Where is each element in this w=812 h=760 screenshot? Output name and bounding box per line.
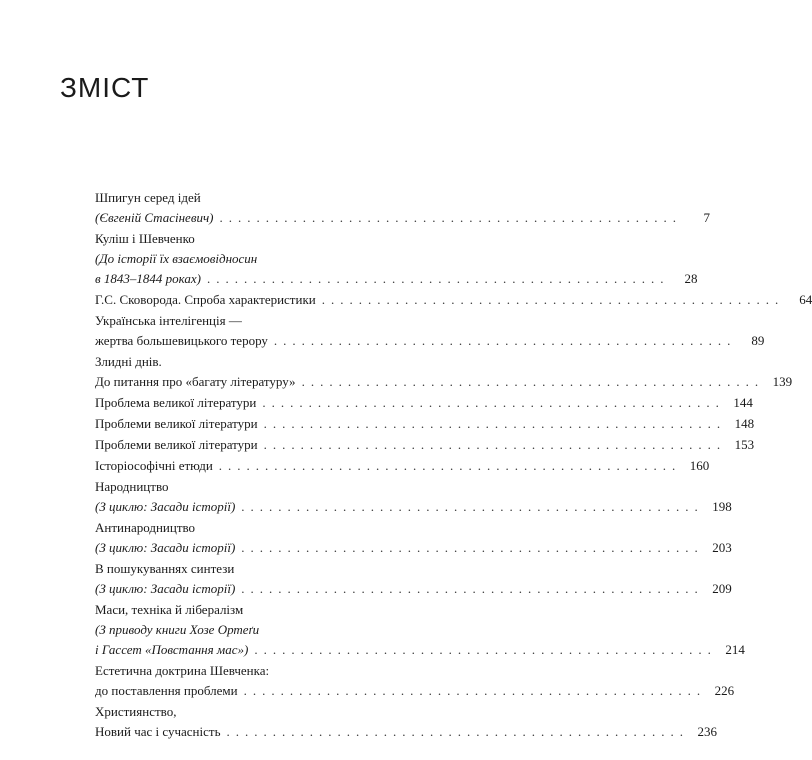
dot-leader: .................................................. bbox=[254, 642, 717, 657]
toc-line bbox=[95, 477, 373, 497]
toc-line bbox=[95, 579, 732, 599]
toc-line bbox=[95, 722, 718, 742]
toc-line bbox=[95, 208, 710, 228]
dot-leader: .................................................. bbox=[301, 374, 765, 389]
toc-entry-title: Куліш і Шевченко bbox=[95, 231, 195, 246]
dot-leader: .................................................. bbox=[241, 581, 704, 596]
dot-leader: .................................................. bbox=[263, 437, 727, 452]
toc-entry-title: (З циклю: Засади історії) bbox=[95, 499, 236, 514]
toc-line bbox=[95, 456, 710, 476]
toc-line bbox=[95, 229, 373, 249]
toc-line bbox=[95, 393, 753, 413]
toc-entry bbox=[95, 600, 745, 660]
dot-leader: .................................................. bbox=[219, 210, 682, 225]
toc-entry bbox=[95, 518, 732, 558]
dot-leader: .................................................. bbox=[273, 333, 737, 348]
toc-entry bbox=[95, 393, 753, 413]
toc-entry bbox=[95, 435, 755, 455]
toc-entry-title: Новий час і сучасність bbox=[95, 724, 221, 739]
toc-entry-title: жертва большевицького терору bbox=[95, 333, 268, 348]
page-number: 148 bbox=[734, 416, 755, 431]
dot-leader: .................................................. bbox=[241, 499, 704, 514]
toc-entry-title: В пошукуваннях синтези bbox=[95, 561, 235, 576]
toc-line bbox=[95, 620, 373, 640]
dot-leader: .................................................. bbox=[263, 416, 727, 431]
toc-line bbox=[95, 497, 732, 517]
toc-entry-title: Г.С. Сковорода. Спроба характеристики bbox=[95, 292, 316, 307]
page-number: 64 bbox=[799, 292, 812, 307]
toc-line bbox=[95, 311, 373, 331]
toc-line bbox=[95, 435, 755, 455]
page-number: 144 bbox=[733, 395, 753, 410]
page-number: 236 bbox=[697, 724, 718, 739]
toc-line bbox=[95, 249, 373, 269]
toc-line bbox=[95, 600, 373, 620]
toc-entry bbox=[95, 311, 765, 351]
toc-line bbox=[95, 681, 735, 701]
toc-line bbox=[95, 352, 373, 372]
toc-entry-title: Естетична доктрина Шевченка: bbox=[95, 663, 270, 678]
toc-entry bbox=[95, 352, 793, 392]
toc-entry-title: (З циклю: Засади історії) bbox=[95, 540, 236, 555]
toc-entry bbox=[95, 661, 735, 701]
page-number: 28 bbox=[684, 271, 698, 286]
toc-entry-title: і Гассет «Повстання мас») bbox=[95, 642, 249, 657]
page-number: 209 bbox=[712, 581, 732, 596]
toc-entry-title: (З циклю: Засади історії) bbox=[95, 581, 236, 596]
toc-entry-title: До питання про «багату літературу» bbox=[95, 374, 296, 389]
toc-entry bbox=[95, 702, 718, 742]
toc-entry-title: Проблеми великої літератури bbox=[95, 437, 258, 452]
page-number: 139 bbox=[772, 374, 793, 389]
toc-entry-title: Народництво bbox=[95, 479, 169, 494]
page-number: 153 bbox=[734, 437, 755, 452]
toc-entry bbox=[95, 456, 710, 476]
toc-entry-title: Українська інтелігенція — bbox=[95, 313, 242, 328]
toc-line bbox=[95, 702, 373, 722]
toc-entry bbox=[95, 229, 698, 289]
dot-leader: .................................................. bbox=[321, 292, 785, 307]
toc-line bbox=[95, 414, 755, 434]
toc-line bbox=[95, 518, 373, 538]
toc-entry-title: Історіософічні етюди bbox=[95, 458, 213, 473]
toc-entry bbox=[95, 477, 732, 517]
toc-entry-title: (З приводу книги Хозе Ортеґи bbox=[95, 622, 260, 637]
toc-line bbox=[95, 559, 373, 579]
toc-entry-title: до поставлення проблеми bbox=[95, 683, 238, 698]
toc-entry-title: Проблеми великої літератури bbox=[95, 416, 258, 431]
toc-line bbox=[95, 372, 793, 392]
toc-line bbox=[95, 538, 732, 558]
page-number: 198 bbox=[712, 499, 732, 514]
page-number: 226 bbox=[714, 683, 735, 698]
page-number: 214 bbox=[725, 642, 745, 657]
toc-entry bbox=[95, 559, 732, 599]
page-number: 203 bbox=[712, 540, 732, 555]
page-number: 160 bbox=[689, 458, 710, 473]
toc-entry-title: Проблема великої літератури bbox=[95, 395, 257, 410]
dot-leader: .................................................. bbox=[243, 683, 707, 698]
toc-entry-title: (До історії їх взаємовідносин bbox=[95, 251, 258, 266]
toc-entry-title: (Євгеній Стасіневич) bbox=[95, 210, 214, 225]
dot-leader: .................................................. bbox=[226, 724, 690, 739]
toc-entry-title: Християнство, bbox=[95, 704, 177, 719]
toc-line bbox=[95, 640, 745, 660]
toc-entry bbox=[95, 290, 812, 310]
dot-leader: .................................................. bbox=[207, 271, 670, 286]
dot-leader: .................................................. bbox=[262, 395, 725, 410]
toc-line bbox=[95, 188, 373, 208]
dot-leader: .................................................. bbox=[241, 540, 704, 555]
toc-entry bbox=[95, 188, 710, 228]
toc-line bbox=[95, 661, 373, 681]
page-number: 7 bbox=[703, 210, 710, 225]
toc-entry-title: Злидні днів. bbox=[95, 354, 162, 369]
page-title: ЗМІСТ bbox=[60, 72, 150, 103]
toc-entry-title: Антинародництво bbox=[95, 520, 196, 535]
toc-line bbox=[95, 290, 812, 310]
toc-line bbox=[95, 269, 698, 289]
toc-entry-title: Шпигун серед ідей bbox=[95, 190, 201, 205]
table-of-contents bbox=[95, 188, 812, 743]
page-number: 89 bbox=[751, 333, 765, 348]
dot-leader: .................................................. bbox=[218, 458, 682, 473]
toc-line bbox=[95, 331, 765, 351]
toc-entry bbox=[95, 414, 755, 434]
toc-entry-title: Маси, техніка й лібералізм bbox=[95, 602, 244, 617]
toc-entry-title: в 1843–1844 роках) bbox=[95, 271, 201, 286]
